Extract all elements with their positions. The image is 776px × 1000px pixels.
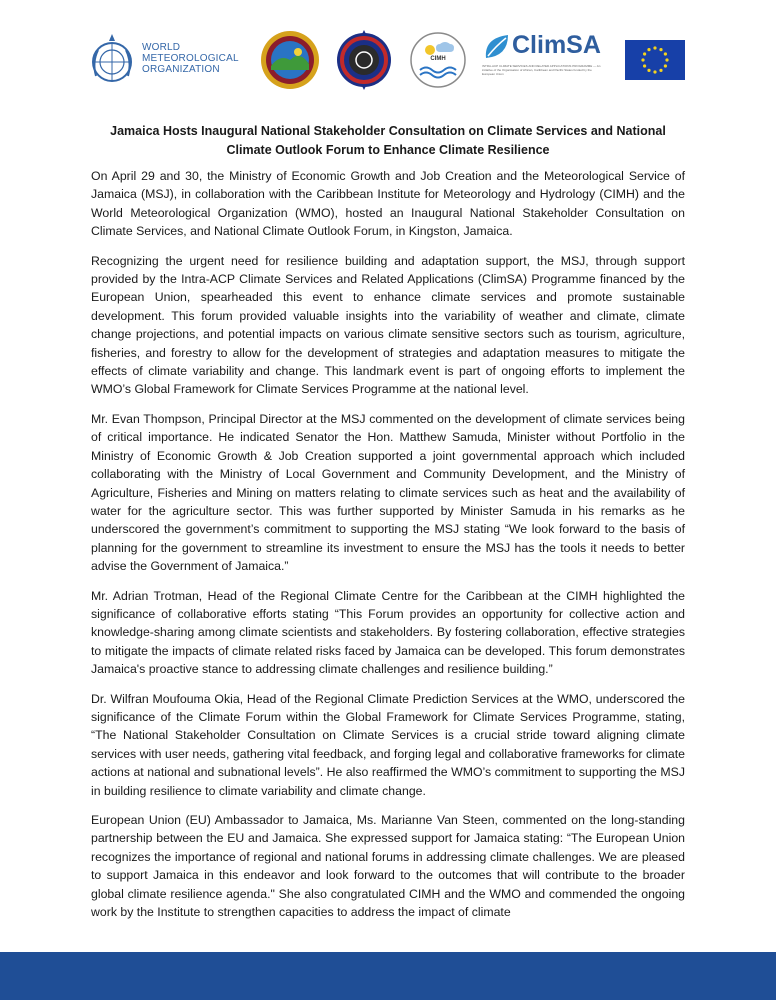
cimh-label: CIMH xyxy=(430,56,446,62)
met-service-seal-icon xyxy=(260,30,320,90)
climsa-wordmark: ClimSA xyxy=(512,31,601,59)
wmo-logo xyxy=(88,32,238,88)
climsa-leaf-icon xyxy=(482,32,512,62)
article-body xyxy=(91,167,685,932)
eu-flag-icon xyxy=(625,40,685,80)
eu-star-icon xyxy=(659,48,662,51)
caribbean-meteorological-organization-logo xyxy=(334,30,394,90)
jamaica-met-service-logo xyxy=(260,30,320,90)
footer-bar xyxy=(0,952,776,1000)
eu-star-icon xyxy=(653,46,656,49)
cmo-compass-icon xyxy=(334,30,394,90)
wmo-line-3: ORGANIZATION xyxy=(142,64,220,75)
paragraph-5: Dr. Wilfran Moufouma Okia, Head of the Regional Climate Prediction Services at the WMO, underscored the significance of the Climate Forum within the Global Framework for Climate Services Programme, stating, “The National Stakeholder Consultation on Climate Services is a crucial stride toward aligning climate services with user needs, gathering vital feedback, and forging legal and collaborative frameworks for climate actions at national and subnational levels”. He also reaffirmed the WMO’s commitment to supporting the MSJ in building resilience to climate variability and climate change. xyxy=(91,691,685,798)
cimh-logo xyxy=(408,30,468,90)
eu-star-icon xyxy=(665,58,668,61)
paragraph-1: On April 29 and 30, the Ministry of Economic Growth and Job Creation and the Meteorological Service of Jamaica (MSJ), in collaboration with the Caribbean Institute for Meteorology and Hydrology (CIMH) and the World Meteorological Organization (WMO), hosted an Inaugural National Stakeholder Consultation on Climate Services, and National Climate Outlook Forum, in Kingston, Jamaica. xyxy=(91,169,685,239)
eu-star-icon xyxy=(664,52,667,55)
wmo-emblem-icon xyxy=(88,32,140,88)
paragraph-6: European Union (EU) Ambassador to Jamaica, Ms. Marianne Van Steen, commented on the long-standing partnership between the EU and Jamaica. She expressed support for Jamaica stating: “The European Union recognizes the importance of regional and national forums in addressing climate challenges. We are pleased to support Jamaica in this endeavor and look forward to the outcomes that will contribute to the broader global climate resilience agenda." She also congratulated CIMH and the WMO and commended the ongoing work by the Institute to strengthen capacities to address the impact of climate xyxy=(91,813,685,920)
wmo-line-1: WORLD xyxy=(142,42,181,53)
wmo-line-2: METEOROLOGICAL xyxy=(142,53,239,64)
paragraph-2: Recognizing the urgent need for resilience building and adaptation support, the MSJ, through support provided by the Intra-ACP Climate Services and Related Applications (ClimSA) Programme financed by the European Union, spearheaded this event to enhance climate services and promote sustainable development. This forum provided valuable insights into the variability of weather and climate, climate change projections, and potential impacts on various climate sensitive sectors such as tourism, agriculture, fisheries, and forestry to allow for the development of strategies and adaptation measures to mitigate the effects of climate variability and change. This landmark event is part of ongoing efforts to implement the WMO’s Global Framework for Climate Services Programme at the national level. xyxy=(91,253,685,397)
eu-star-icon xyxy=(647,69,650,72)
logo-strip xyxy=(88,30,688,94)
eu-star-icon xyxy=(653,70,656,73)
eu-flag-logo xyxy=(625,40,685,80)
climsa-logo xyxy=(482,30,606,90)
paragraph-4: Mr. Adrian Trotman, Head of the Regional Climate Centre for the Caribbean at the CIMH highlighted the significance of collaborative efforts stating “This Forum provides an opportunity for collective action and knowledge-sharing among climate scientists and stakeholders. By fostering collaboration, effective strategies to mitigate the impacts of climate related risks faced by Jamaica can be developed. This forum demonstrates Jamaica's proactive stance to addressing climate challenges and resilience building.” xyxy=(91,588,685,677)
article-title: Jamaica Hosts Inaugural National Stakeholder Consultation on Climate Services and National Climate Outlook Forum to Enhance Climate Resilience xyxy=(110,124,666,157)
eu-star-icon xyxy=(641,58,644,61)
eu-star-icon xyxy=(643,64,646,67)
eu-star-icon xyxy=(647,48,650,51)
eu-star-icon xyxy=(643,52,646,55)
wmo-wordmark xyxy=(142,42,239,75)
climsa-tagline: INTRA-ACP CLIMATE SERVICES AND RELATED APPLICATIONS PROGRAMME — An initiative of the Organisation of African, Caribbean and Pacific States funded by the European Union xyxy=(482,64,601,76)
eu-star-icon xyxy=(659,69,662,72)
eu-star-icon xyxy=(664,64,667,67)
paragraph-3: Mr. Evan Thompson, Principal Director at the MSJ commented on the development of climate services being of critical importance. He indicated Senator the Hon. Matthew Samuda, Minister without Portfolio in the Ministry of Economic Growth & Job Creation supported a joint governmental approach which included collaborating with the Ministry of Local Government and Community Development, and the Ministry of Agriculture, Fisheries and Mining on matters relating to climate services such as heat and the availability of water for the agriculture sector. This was further supported by Minister Samuda in his remarks as he underscored the government’s commitment to supporting the MSJ stating “We look forward to the basis of planning for the government to streamline its investment to ensure the MSJ has the tools it needs to better advise the Government of Jamaica.” xyxy=(91,411,685,574)
